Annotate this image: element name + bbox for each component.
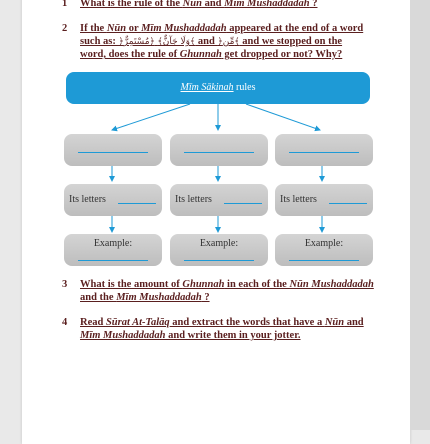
letters-box-1[interactable] xyxy=(64,184,162,216)
letters-box-2[interactable] xyxy=(170,184,268,216)
question-line-2: Mīm Mushaddadah and write them in your jotter. xyxy=(80,330,301,341)
example-label: Example: xyxy=(304,238,344,249)
answer-line xyxy=(289,260,359,261)
question-4 xyxy=(62,316,392,344)
question-line-1: What is the amount of Ghunnah in each of the Nūn Mushaddadah xyxy=(80,279,374,290)
arrow-to-column-3 xyxy=(246,104,320,130)
letters-label: Its letters xyxy=(175,194,212,205)
letters-box-3[interactable] xyxy=(275,184,373,216)
question-number: 1 xyxy=(62,0,68,9)
answer-line xyxy=(78,152,148,153)
question-number: 3 xyxy=(62,279,68,290)
answer-line xyxy=(184,260,254,261)
answer-line xyxy=(78,260,148,261)
answer-line xyxy=(224,203,262,204)
question-number: 2 xyxy=(62,23,68,34)
answer-line xyxy=(118,203,156,204)
diagram-title-rest: rules xyxy=(233,82,256,93)
example-box-1[interactable] xyxy=(64,234,162,266)
diagram-title-italic: Mīm Sākinah xyxy=(180,82,234,93)
question-number: 4 xyxy=(62,317,68,328)
rule-box-2[interactable] xyxy=(170,134,268,166)
question-line-2: and the Mīm Mushaddadah ? xyxy=(80,292,210,303)
example-box-2[interactable] xyxy=(170,234,268,266)
question-3 xyxy=(62,278,392,306)
question-line-3: word, does the rule of Ghunnah get dropped or not? Why? xyxy=(80,49,343,60)
letters-label: Its letters xyxy=(69,194,106,205)
question-line-2: such as: ﴿وَلَا جَآنٌّ﴾ ﴿مُسْتَمِرٌّ﴾ and ﴿مِّن﴾ and we stopped on the xyxy=(80,36,343,47)
question-line-1: If the Nūn or Mīm Mushaddadah appeared at the end of a word xyxy=(80,23,364,34)
arabic-example: ﴿وَلَا جَآنٌّ﴾ xyxy=(118,37,190,47)
example-label: Example: xyxy=(199,238,239,249)
answer-line xyxy=(329,203,367,204)
rule-box-3[interactable] xyxy=(275,134,373,166)
answer-line xyxy=(184,152,254,153)
arrow-to-column-1 xyxy=(112,104,190,130)
rule-box-1[interactable] xyxy=(64,134,162,166)
arabic-example: ﴿مُسْتَمِرٌّ﴾ xyxy=(123,37,196,47)
answer-line xyxy=(289,152,359,153)
arabic-example: ﴿مِّن﴾ xyxy=(217,37,240,47)
question-text: What is the rule of the Nūn and Mīm Mushaddadah ? xyxy=(80,0,318,9)
question-line-1: Read Sūrat At-Talāq and extract the words that have a Nūn and xyxy=(80,317,364,328)
example-box-3[interactable] xyxy=(275,234,373,266)
letters-label: Its letters xyxy=(280,194,317,205)
example-label: Example: xyxy=(93,238,133,249)
